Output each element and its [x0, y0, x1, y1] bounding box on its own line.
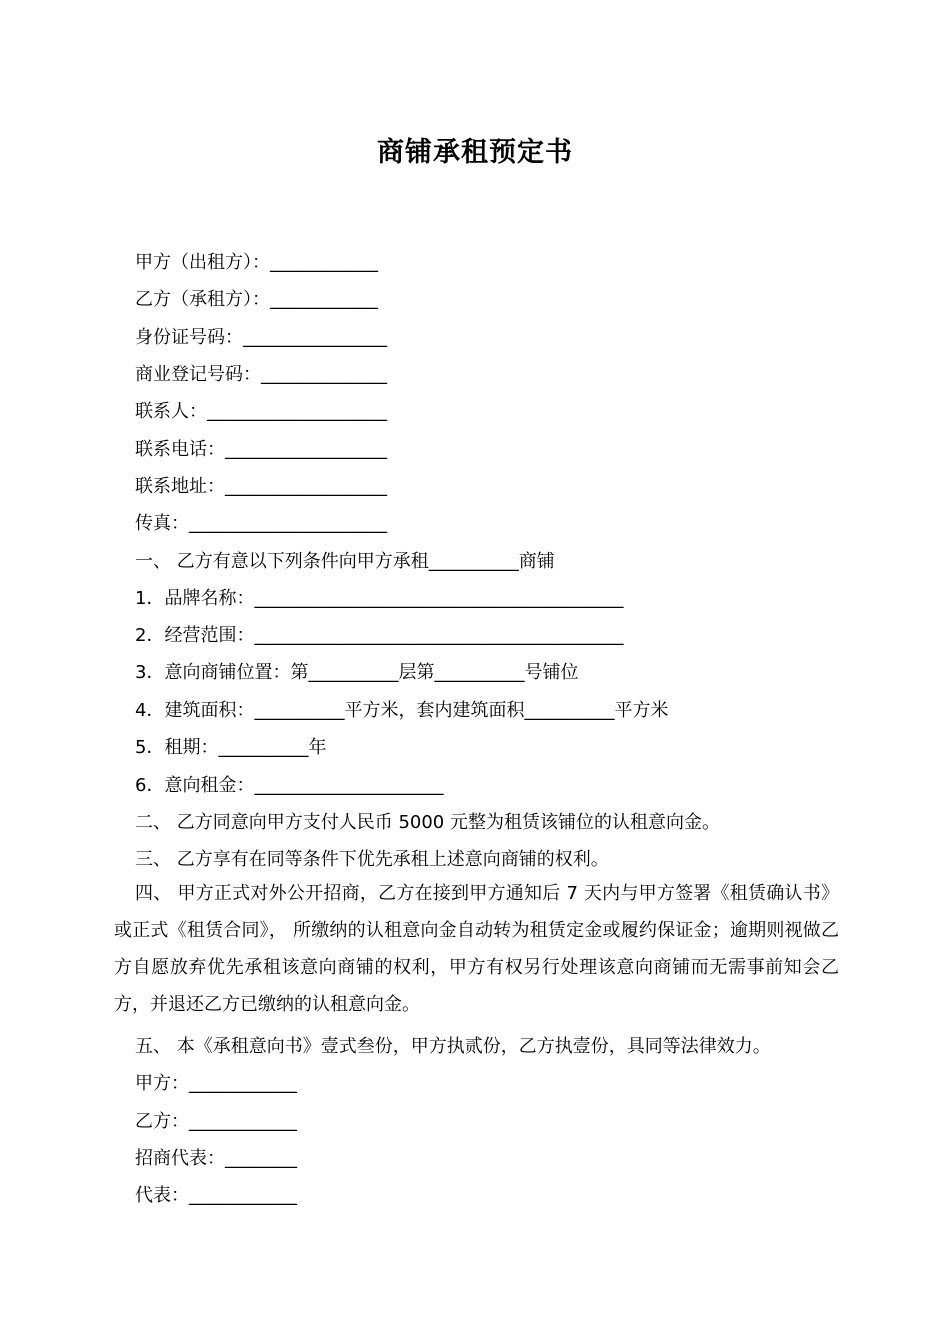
- contact-phone-field-line: 联系电话：__________________: [135, 439, 387, 460]
- lessee-field-line: 乙方（承租方）：____________: [135, 289, 378, 310]
- leasing-representative-signature-line: 招商代表：________: [135, 1148, 297, 1169]
- clause-four-paragraph: 四、 甲方正式对外公开招商，乙方在接到甲方通知后 7 天内与甲方签署《租赁确认书》或正式《租赁合同》， 所缴纳的认租意向金自动转为租赁定金或履约保证金；逾期则视做乙方自愿放弃优先承租该意向商铺的权利，甲方有权另行处理该意向商铺而无需事前知会乙方，并退还乙方已缴纳的认租意向金。: [114, 883, 839, 1015]
- clause-two-line: 二、 乙方同意向甲方支付人民币 5000 元整为租赁该铺位的认租意向金。: [135, 812, 720, 833]
- building-area-line: 4．建筑面积：__________平方米，套内建筑面积__________平方米: [135, 700, 669, 721]
- party-b-signature-line: 乙方：____________: [135, 1111, 297, 1132]
- clause-five-line: 五、 本《承租意向书》壹式叁份，甲方执贰份，乙方执壹份，具同等法律效力。: [135, 1036, 771, 1057]
- lease-term-line: 5．租期：__________年: [135, 737, 327, 758]
- party-a-signature-line: 甲方：____________: [135, 1073, 297, 1094]
- shop-location-line: 3．意向商铺位置：第__________层第__________号铺位: [135, 662, 579, 683]
- contact-address-field-line: 联系地址：__________________: [135, 476, 387, 497]
- brand-name-line: 1．品牌名称：_________________________________________: [135, 588, 624, 609]
- intended-rent-line: 6．意向租金：_____________________: [135, 775, 444, 796]
- clause-one-line: 一、 乙方有意以下列条件向甲方承租__________商铺: [135, 551, 555, 572]
- lessor-field-line: 甲方（出租方）：____________: [135, 252, 378, 273]
- document-title: 商铺承租预定书: [377, 137, 573, 168]
- representative-signature-line: 代表：____________: [135, 1185, 297, 1206]
- business-scope-line: 2．经营范围：_________________________________________: [135, 625, 624, 646]
- fax-field-line: 传真：______________________: [135, 513, 387, 534]
- id-number-field-line: 身份证号码：________________: [135, 327, 387, 348]
- business-registration-field-line: 商业登记号码：______________: [135, 364, 387, 385]
- clause-three-line: 三、 乙方享有在同等条件下优先承租上述意向商铺的权利。: [135, 849, 609, 870]
- contact-person-field-line: 联系人：____________________: [135, 401, 387, 422]
